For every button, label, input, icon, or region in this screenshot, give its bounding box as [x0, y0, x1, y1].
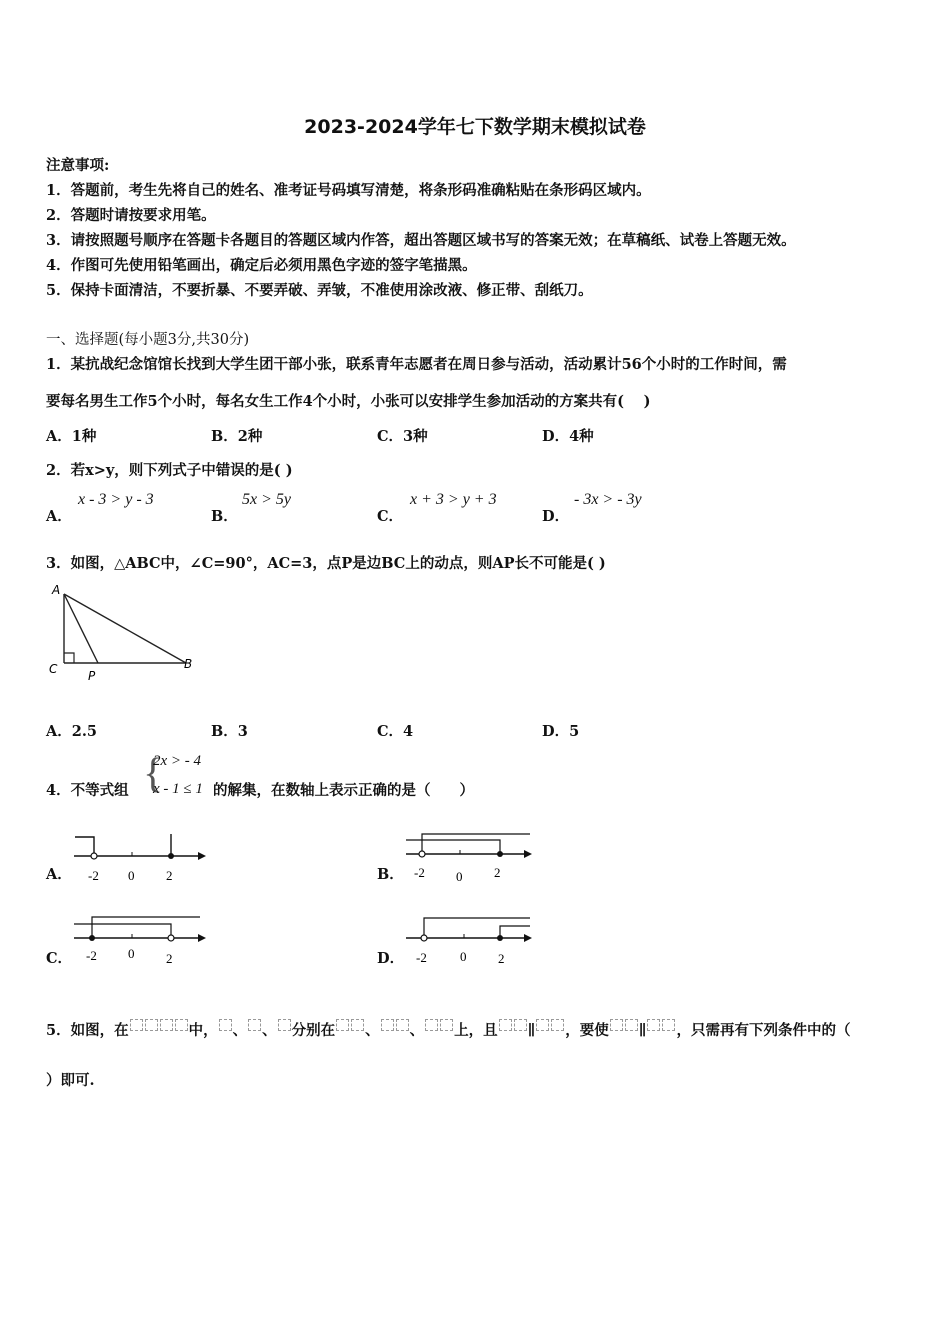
question-3-stem: 3．如图，△ABC中，∠C=90°，AC=3，点P是边BC上的动点，则AP长不可能是( ) [46, 555, 606, 572]
q5-text: ，要使 [565, 1022, 609, 1039]
parallel-symbol: ∥ [638, 1022, 647, 1039]
q2-option-c-label: C． [377, 508, 404, 525]
q1-option-d: D．4种 [542, 428, 594, 445]
tick-label: -2 [416, 950, 427, 965]
q5-text: ，只需再有下列条件中的（ [676, 1022, 851, 1039]
section-heading: 一、选择题(每小题3分,共30分) [46, 332, 250, 348]
notice-item: 5．保持卡面清洁，不要折暴、不要弄破、弄皱，不准使用涂改液、修正带、刮纸刀。 [46, 282, 593, 299]
question-2-stem: 2．若x>y，则下列式子中错误的是( ) [46, 462, 293, 479]
tick-label: -2 [88, 868, 99, 883]
vertex-label-b: B [184, 657, 193, 671]
q3-option-c: C．4 [377, 723, 414, 740]
tick-label: 2 [494, 865, 501, 880]
number-line-c [70, 912, 210, 969]
question-4-suffix: 的解集，在数轴上表示正确的是（ ） [213, 782, 474, 799]
q2-option-b-expr: 5x > 5y [242, 491, 291, 508]
q5-text: 、 [232, 1022, 248, 1039]
number-line-d [402, 912, 538, 969]
tick-label: 2 [498, 951, 505, 966]
question-5-line1 [46, 1019, 850, 1040]
q2-option-c-expr: x + 3 > y + 3 [410, 491, 497, 508]
brace-symbol: { [143, 751, 164, 797]
q2-option-a-expr: x - 3 > y - 3 [78, 491, 154, 508]
page-title: 2023-2024学年七下数学期末模拟试卷 [304, 116, 646, 138]
notice-item: 1．答题前，考生先将自己的姓名、准考证号码填写清楚，将条形码准确粘贴在条形码区域内。 [46, 182, 651, 199]
tick-label: -2 [86, 948, 97, 963]
q3-option-b: B．3 [211, 723, 248, 740]
q1-option-b: B．2种 [211, 428, 263, 445]
q1-option-c: C．3种 [377, 428, 428, 445]
question-1-line1: 1．某抗战纪念馆馆长找到大学生团干部小张，联系青年志愿者在周日参与活动，活动累计56个小时的工作时间，需 [46, 356, 787, 373]
tick-label: 0 [128, 868, 135, 883]
tick-label: 2 [166, 951, 173, 966]
notice-heading: 注意事项: [46, 157, 110, 174]
inequality-2: x - 1 ≤ 1 [153, 781, 203, 797]
q5-text: 分别在 [291, 1022, 336, 1039]
q4-option-d-label: D． [377, 950, 405, 967]
tick-label: -2 [414, 865, 425, 880]
number-line-a [70, 830, 210, 885]
tick-label: 2 [166, 868, 173, 883]
vertex-label-a: A [52, 583, 61, 597]
q5-text: 、 [262, 1022, 277, 1039]
q4-option-c-label: C． [46, 950, 73, 967]
tick-label: 0 [460, 949, 467, 964]
question-4-prefix: 4．不等式组 [46, 782, 129, 799]
vertex-label-c: C [49, 662, 58, 676]
q5-text: 上，且 [454, 1022, 498, 1039]
inequality-1: 2x > - 4 [153, 753, 202, 769]
q3-option-a: A．2.5 [46, 723, 97, 740]
vertex-label-p: P [88, 669, 96, 683]
q4-option-b-label: B． [377, 866, 404, 883]
q2-option-d-label: D． [542, 508, 570, 525]
q5-text: 、 [409, 1022, 425, 1039]
question-1-line2: 要每名男生工作5个小时，每名女生工作4个小时，小张可以安排学生参加活动的方案共有( ) [46, 393, 651, 410]
tick-label: 0 [128, 946, 135, 961]
q2-option-d-expr: - 3x > - 3y [574, 491, 642, 508]
q5-text: 5．如图，在 [46, 1022, 129, 1039]
q5-text: 、 [365, 1022, 380, 1039]
q3-option-d: D．5 [542, 723, 580, 740]
q5-text: 中， [188, 1022, 218, 1039]
tick-label: 0 [456, 869, 463, 884]
number-line-b [402, 828, 538, 885]
notice-item: 2．答题时请按要求用笔。 [46, 207, 216, 224]
q1-option-a: A．1种 [46, 428, 97, 445]
parallel-symbol: ∥ [527, 1022, 536, 1039]
inequality-system [143, 753, 213, 805]
q4-option-a-label: A． [46, 866, 72, 883]
question-5-line2: ）即可. [46, 1072, 95, 1089]
notice-item: 4．作图可先使用铅笔画出，确定后必须用黑色字迹的签字笔描黑。 [46, 257, 477, 274]
q2-option-a-label: A． [46, 508, 72, 525]
q2-option-b-label: B． [211, 508, 238, 525]
triangle-figure [46, 580, 206, 685]
notice-item: 3．请按照题号顺序在答题卡各题目的答题区域内作答，超出答题区域书写的答案无效；在草稿纸、试卷上答题无效。 [46, 232, 796, 249]
